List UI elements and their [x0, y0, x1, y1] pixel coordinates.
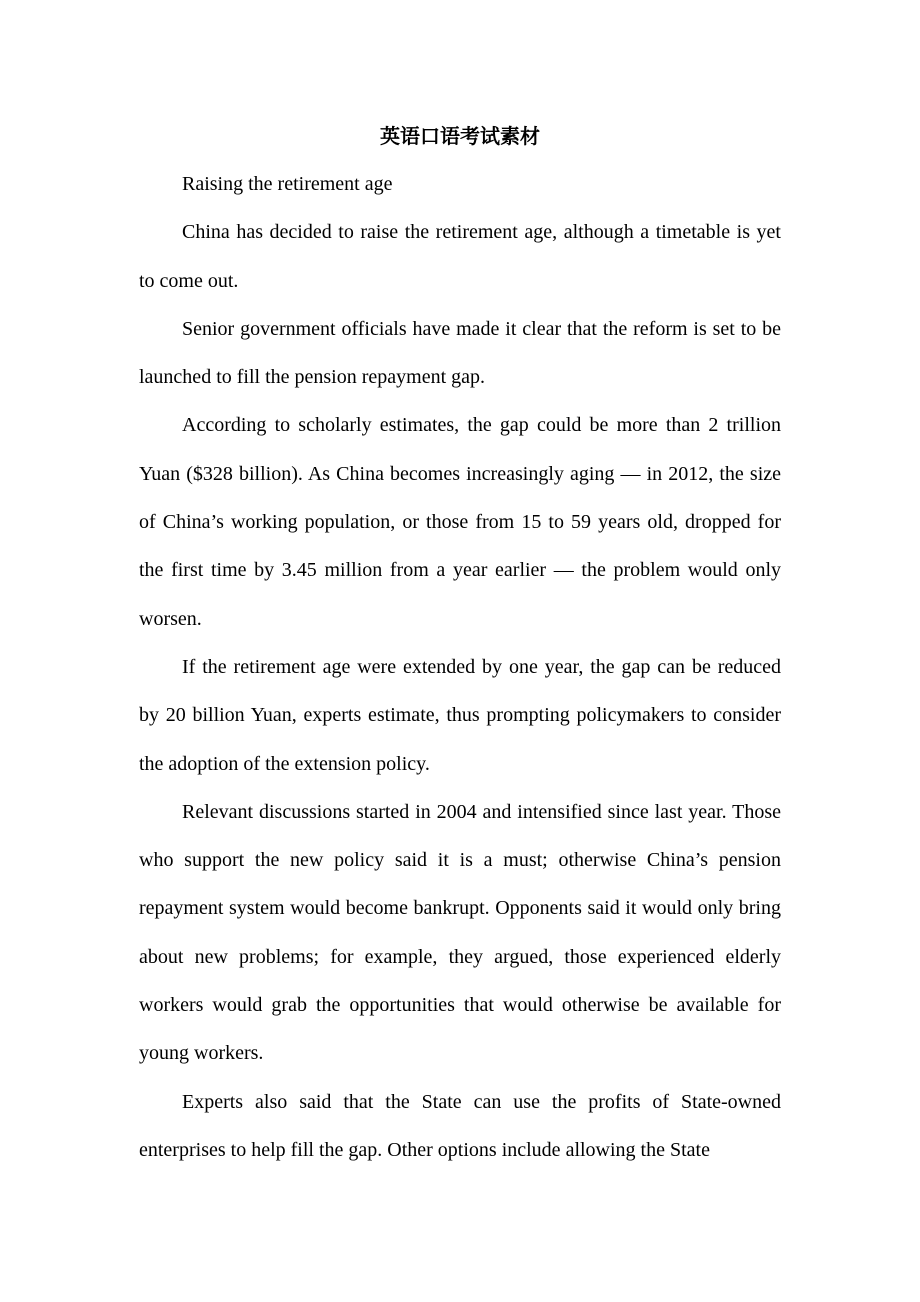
paragraph-6: Experts also said that the State can use the profits of State-owned enterprises to help fill the gap. Other options include allowing the State	[139, 1090, 781, 1161]
article-heading: Raising the retirement age	[182, 173, 393, 195]
paragraph-3: According to scholarly estimates, the gap could be more than 2 trillion Yuan ($328 billion). As China becomes increasingly aging — in 2012, the size of China’s working population, or those from 15 to 59 years old, dropped for the first time by 3.45 million from a year earlier — the problem would only worsen.	[139, 414, 781, 630]
paragraph-2: Senior government officials have made it clear that the reform is set to be launched to fill the pension repayment gap.	[139, 317, 781, 389]
document-body	[139, 116, 781, 1174]
paragraph-4: If the retirement age were extended by one year, the gap can be reduced by 20 billion Yuan, experts estimate, thus prompting policymakers to consider the adoption of the extension policy.	[139, 655, 781, 775]
paragraph-1: China has decided to raise the retirement age, although a timetable is yet to come out.	[139, 221, 781, 292]
paragraph-5: Relevant discussions started in 2004 and intensified since last year. Those who support the new policy said it is a must; otherwise China’s pension repayment system would become bankrupt. Opponents said it would only bring about new problems; for example, they argued, those experienced elderly workers would grab the opportunities that would otherwise be available for young workers.	[139, 800, 781, 1065]
document-title: 英语口语考试素材	[380, 124, 540, 148]
